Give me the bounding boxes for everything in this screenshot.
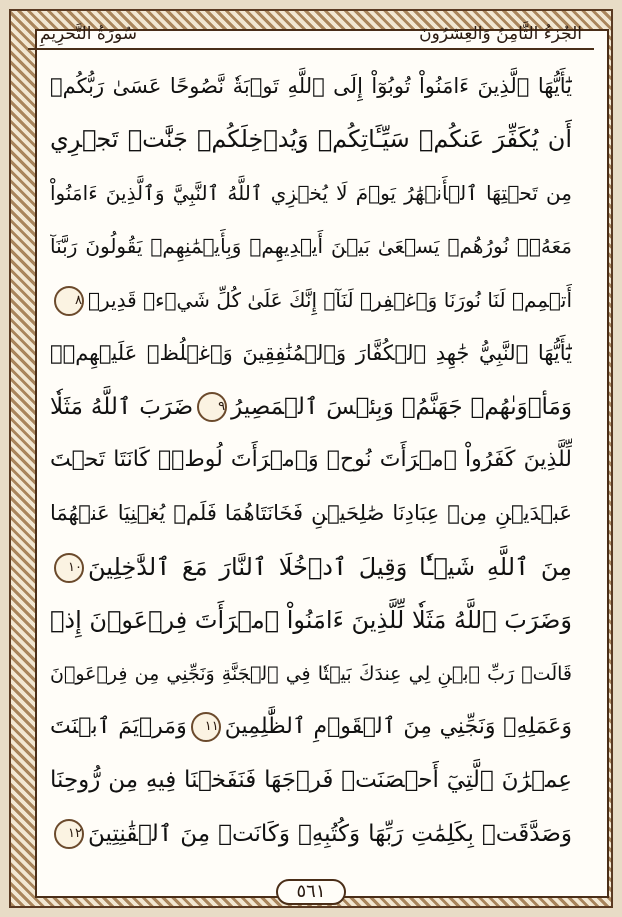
verse-line: [50, 381, 572, 433]
verse-text: وَصَدَّقَتۡ بِكَلِمَٰتِ رَبِّهَا وَكُتُبِهِۦ وَكَانَتۡ مِنَ ٱلۡقَٰنِتِينَ: [88, 820, 572, 847]
verse-line: [50, 487, 572, 539]
ayah-number-marker: ١٢: [54, 819, 84, 849]
verse-text: يَٰٓأَيُّهَا ٱلَّذِينَ ءَامَنُواْ تُوبُوٓاْ إِلَى ٱللَّهِ تَوۡبَةٗ نَّصُوحًا عَسَىٰ رَبُّكُمۡ: [50, 74, 572, 98]
ayah-number-marker: ٨: [54, 286, 84, 316]
verse-text-continued: وَمَرۡيَمَ ٱبۡنَتَ: [50, 714, 187, 740]
verse-line: [50, 594, 572, 646]
verse-line: [50, 541, 572, 593]
verse-text: لِّلَّذِينَ كَفَرُواْ ٱمۡرَأَتَ نُوحٖ وَٱمۡرَأَتَ لُوطٖۖ كَانَتَا تَحۡتَ: [50, 446, 572, 472]
verse-text: عِمۡرَٰنَ ٱلَّتِيٓ أَحۡصَنَتۡ فَرۡجَهَا فَنَفَخۡنَا فِيهِ مِن رُّوحِنَا: [50, 767, 572, 794]
verse-line: [50, 434, 572, 486]
verse-line: [50, 327, 572, 379]
verse-text: عَبۡدَيۡنِ مِنۡ عِبَادِنَا صَٰلِحَيۡنِ فَخَانَتَاهُمَا فَلَمۡ يُغۡنِيَا عَنۡهُمَا: [50, 501, 572, 526]
verse-line: [50, 274, 572, 326]
verse-line: [50, 60, 572, 112]
verse-text: مِنَ ٱللَّهِ شَيۡـٔٗا وَقِيلَ ٱدۡخُلَا ٱلنَّارَ مَعَ ٱلدَّٰخِلِينَ: [88, 552, 572, 581]
verse-line: [50, 754, 572, 806]
verse-text-block: [50, 60, 572, 860]
verse-text: أَتۡمِمۡ لَنَا نُورَنَا وَٱغۡفِرۡ لَنَآۖ إِنَّكَ عَلَىٰ كُلِّ شَيۡءٖ قَدِيرٞ: [88, 287, 572, 312]
page-header: [28, 20, 594, 50]
surah-title: سُورَةُ التَّحرِيمِ: [40, 24, 137, 44]
verse-text: وَمَأۡوَىٰهُمۡ جَهَنَّمُۖ وَبِئۡسَ ٱلۡمَصِيرُ: [231, 393, 572, 420]
verse-line: [50, 808, 572, 860]
verse-text: مَعَهُۥۖ نُورُهُمۡ يَسۡعَىٰ بَيۡنَ أَيۡدِيهِمۡ وَبِأَيۡمَٰنِهِمۡ يَقُولُونَ رَبَّنَآ: [50, 234, 572, 259]
juz-title: الجُزءُ الثَّامِنُ وَالعِشرُونَ: [419, 24, 582, 44]
verse-text: مِن تَحۡتِهَا ٱلۡأَنۡهَٰرُ يَوۡمَ لَا يُخۡزِي ٱللَّهُ ٱلنَّبِيَّ وَٱلَّذِينَ ءَامَنُواْ: [50, 180, 572, 205]
verse-text: أَن يُكَفِّرَ عَنكُمۡ سَيِّـَٔاتِكُمۡ وَيُدۡخِلَكُمۡ جَنَّٰتٖ تَجۡرِي: [50, 125, 572, 154]
ayah-number-marker: ١٠: [54, 553, 84, 583]
page-number: ٥٦١: [276, 879, 346, 905]
verse-line: [50, 113, 572, 165]
page-footer: [0, 876, 622, 908]
verse-line: [50, 167, 572, 219]
verse-text-continued: ضَرَبَ ٱللَّهُ مَثَلٗا: [50, 393, 194, 420]
verse-line: [50, 701, 572, 753]
verse-line: [50, 220, 572, 272]
verse-text: قَالَتۡ رَبِّ ٱبۡنِ لِي عِندَكَ بَيۡتٗا فِي ٱلۡجَنَّةِ وَنَجِّنِي مِن فِرۡعَوۡنَ: [50, 662, 572, 685]
verse-line: [50, 648, 572, 700]
ayah-number-marker: ١١: [191, 712, 221, 742]
verse-text: وَضَرَبَ ٱللَّهُ مَثَلٗا لِّلَّذِينَ ءَامَنُواْ ٱمۡرَأَتَ فِرۡعَوۡنَ إِذۡ: [50, 606, 572, 635]
verse-text: وَعَمَلِهِۦ وَنَجِّنِي مِنَ ٱلۡقَوۡمِ ٱلظَّٰلِمِينَ: [224, 714, 572, 740]
ayah-number-marker: ٩: [197, 392, 227, 422]
verse-text: يَٰٓأَيُّهَا ٱلنَّبِيُّ جَٰهِدِ ٱلۡكُفَّارَ وَٱلۡمُنَٰفِقِينَ وَٱغۡلُظۡ عَلَيۡهِمۡۚ: [50, 341, 572, 366]
